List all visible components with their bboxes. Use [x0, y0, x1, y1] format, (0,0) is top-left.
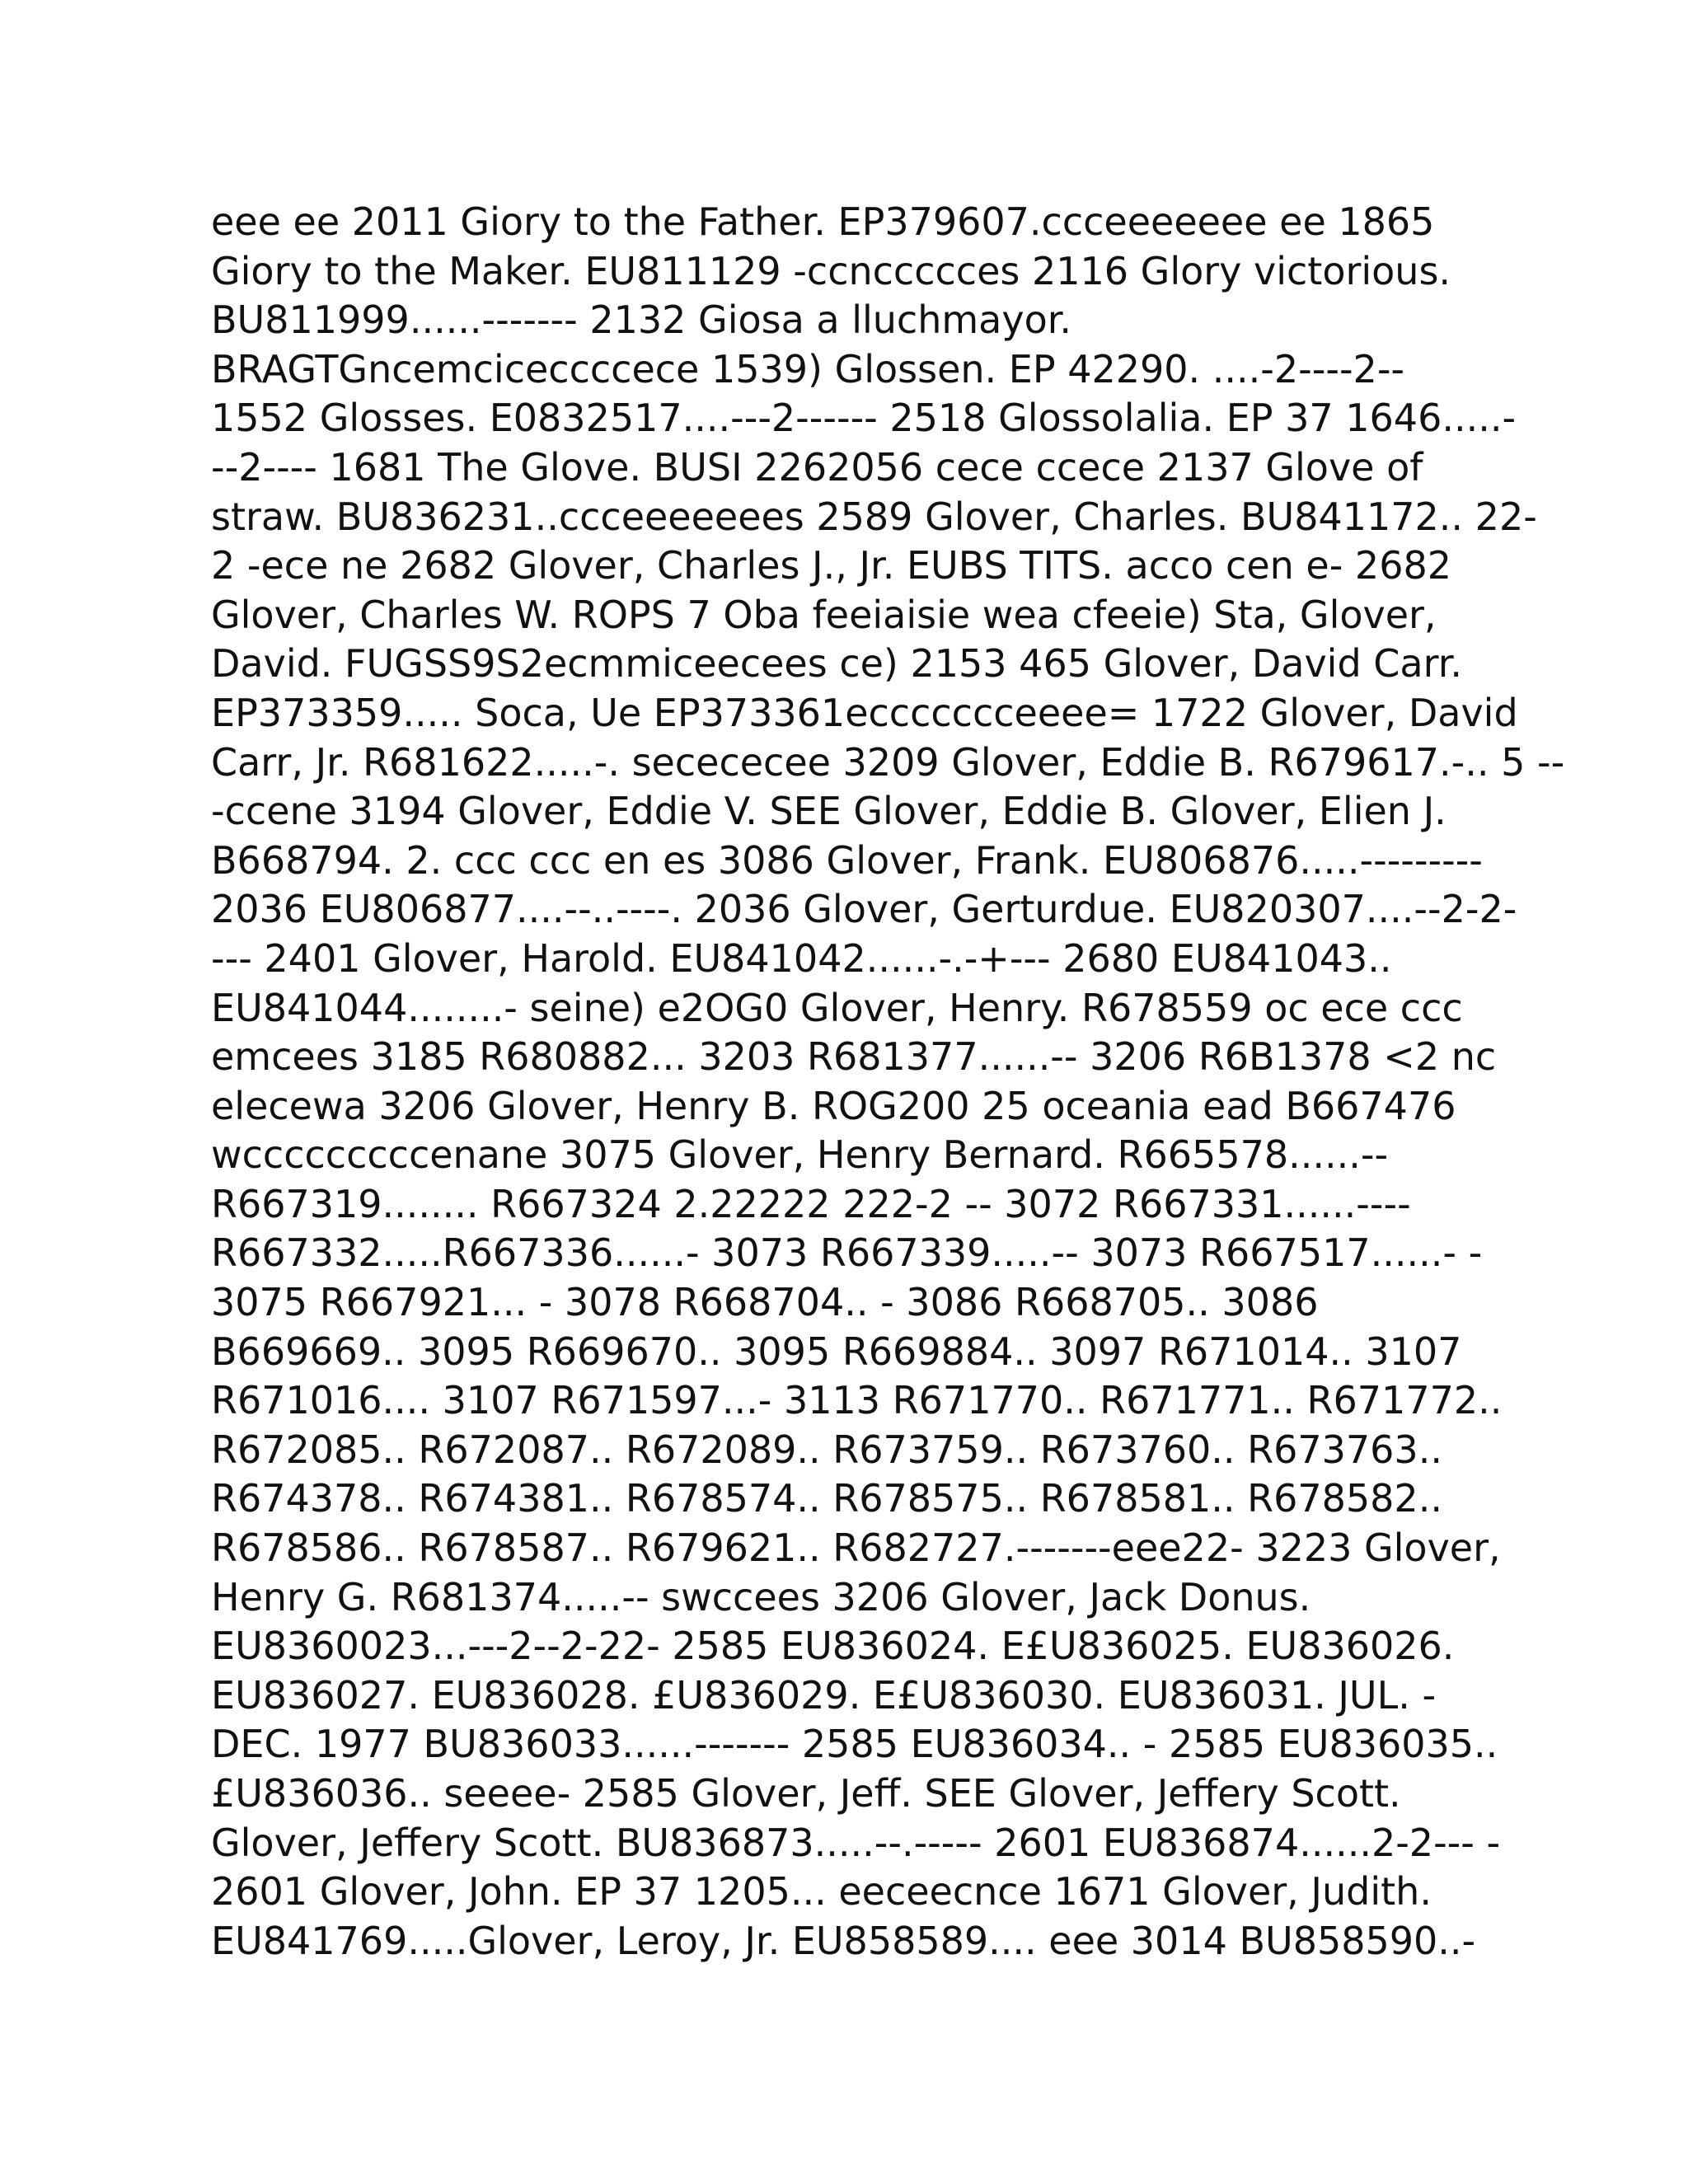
text-line: R667332.....R667336......- 3073 R667339.....-- 3073 R667517......- - [211, 1230, 1483, 1276]
text-line: Glover, Jeffery Scott. BU836873.....--.----- 2601 EU836874......2-2--- - [211, 1820, 1501, 1865]
text-line: 1552 Glosses. E0832517....---2------ 2518 Glossolalia. EP 37 1646.....- [211, 396, 1517, 441]
text-line: straw. BU836231..ccceeeeeees 2589 Glover, Charles. BU841172.. 22- [211, 494, 1537, 539]
text-line: EU841769.....Glover, Leroy, Jr. EU858589.... eee 3014 BU858590..- [211, 1918, 1476, 1963]
text-line: £U836036.. seeee- 2585 Glover, Jeff. SEE Glover, Jeffery Scott. [211, 1771, 1401, 1816]
text-line: Glover, Charles W. ROPS 7 Oba feeiaisie wea cfeeie) Sta, Glover, [211, 592, 1437, 637]
text-line: --- 2401 Glover, Harold. EU841042......-.-+--- 2680 EU841043.. [211, 935, 1392, 981]
text-line: -ccene 3194 Glover, Eddie V. SEE Glover, Eddie B. Glover, Elien J. [211, 789, 1447, 834]
text-line: R678586.. R678587.. R679621.. R682727.-------eee22- 3223 Glover, [211, 1526, 1501, 1571]
text-line: B668794. 2. ccc ccc en es 3086 Glover, Frank. EU806876.....--------- [211, 837, 1483, 883]
text-line: EU836027. EU836028. £U836029. E£U836030. EU836031. JUL. - [211, 1672, 1437, 1718]
text-line: R671016.... 3107 R671597...- 3113 R671770.. R671771.. R671772.. [211, 1378, 1503, 1423]
text-line: EU841044........- seine) e2OG0 Glover, Henry. R678559 oc ece ccc [211, 985, 1463, 1030]
text-line: 2601 Glover, John. EP 37 1205... eeceecnce 1671 Glover, Judith. [211, 1869, 1432, 1915]
text-line: eee ee 2011 Giory to the Father. EP379607.ccceeeeeee ee 1865 [211, 199, 1435, 244]
text-line: Henry G. R681374.....-- swccees 3206 Glover, Jack Donus. [211, 1574, 1311, 1619]
text-line: Carr, Jr. R681622.....-. secececee 3209 Glover, Eddie B. R679617.-.. 5 -- [211, 739, 1565, 785]
text-line: Giory to the Maker. EU811129 -ccnccccces 2116 Glory victorious. [211, 248, 1451, 293]
text-line: elecewa 3206 Glover, Henry B. ROG200 25 oceania ead B667476 [211, 1083, 1456, 1128]
text-line: 3075 R667921... - 3078 R668704.. - 3086 R668705.. 3086 [211, 1280, 1319, 1325]
text-line: emcees 3185 R680882... 3203 R681377......-- 3206 R6B1378 <2 nc [211, 1034, 1497, 1080]
text-line: DEC. 1977 BU836033......------- 2585 EU836034.. - 2585 EU836035.. [211, 1722, 1498, 1767]
text-line: EU8360023...---2--2-22- 2585 EU836024. E£U836025. EU836026. [211, 1624, 1455, 1669]
text-line: EP373359..... Soca, Ue EP373361eccccccceeee= 1722 Glover, David [211, 690, 1518, 735]
text-line: BU811999......------- 2132 Giosa a lluchmayor. [211, 298, 1072, 343]
text-line: B669669.. 3095 R669670.. 3095 R669884.. 3097 R671014.. 3107 [211, 1329, 1462, 1374]
text-line: wcccccccccenane 3075 Glover, Henry Bernard. R665578......-- [211, 1132, 1389, 1178]
text-line: David. FUGSS9S2ecmmiceecees ce) 2153 465 Glover, David Carr. [211, 641, 1462, 687]
text-line: --2---- 1681 The Glove. BUSI 2262056 cece ccece 2137 Glove of [211, 444, 1423, 490]
text-line: R667319........ R667324 2.22222 222-2 -- 3072 R667331......---- [211, 1181, 1411, 1226]
text-line: BRAGTGncemciceccccece 1539) Glossen. EP 42290. ....-2----2-- [211, 346, 1405, 391]
catalog-text-block [211, 198, 1565, 1966]
text-line: R672085.. R672087.. R672089.. R673759.. R673760.. R673763.. [211, 1427, 1442, 1472]
text-line: 2036 EU806877....--..----. 2036 Glover, Gerturdue. EU820307....--2-2- [211, 887, 1517, 932]
text-line: 2 -ece ne 2682 Glover, Charles J., Jr. EUBS TITS. acco cen e- 2682 [211, 543, 1451, 588]
text-line: R674378.. R674381.. R678574.. R678575.. R678581.. R678582.. [211, 1476, 1442, 1521]
